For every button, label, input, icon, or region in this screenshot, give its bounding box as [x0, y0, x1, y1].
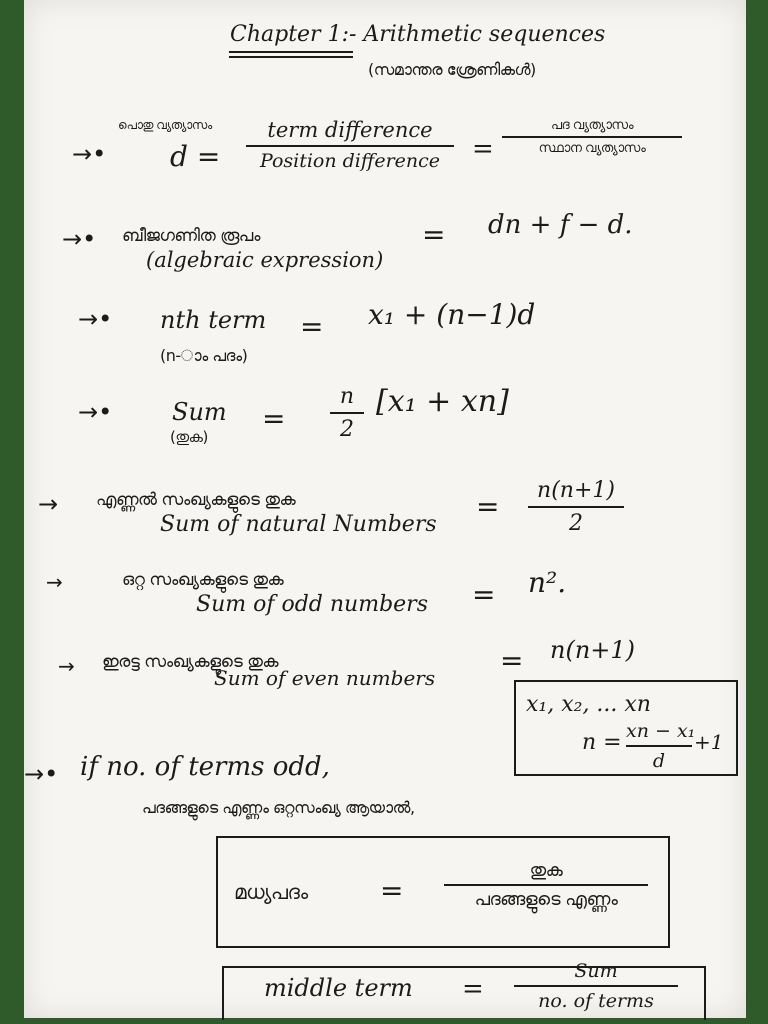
nth-term-label-ml: (n-ാം പദം) [160, 346, 248, 365]
natural-numerator: n(n+1) [537, 478, 615, 503]
title-underline [229, 51, 353, 53]
nth-term-eq: = [300, 310, 324, 343]
difference-lhs: d = [170, 140, 221, 173]
bullet-arrow-icon: →• [62, 225, 97, 253]
difference-eq: = [472, 134, 494, 164]
odd-terms-label-ml: പദങ്ങളുടെ എണ്ണം ഒറ്റസംഖ്യ ആയാൽ, [142, 798, 415, 817]
bullet-arrow-icon: → [46, 570, 63, 594]
terms-box-lhs: n = [582, 730, 622, 755]
natural-denominator: 2 [569, 511, 583, 536]
number-of-terms-box [514, 680, 738, 776]
middle-ml-lhs: മധ്യപദം [234, 880, 308, 904]
difference-denominator-ml: സ്ഥാന വ്യത്യാസം [538, 141, 646, 156]
odd-rhs: n². [528, 566, 567, 599]
difference-fraction [246, 118, 454, 172]
nth-term-label: nth term [160, 306, 267, 334]
odd-label-ml: ഒറ്റ സംഖ്യകളുടെ തുക [122, 570, 284, 590]
terms-box-fraction [626, 720, 696, 772]
difference-denominator: Position difference [259, 150, 441, 172]
middle-en-eq: = [462, 974, 484, 1004]
natural-label-ml: എണ്ണൽ സംഖ്യകളുടെ തുക [96, 490, 296, 510]
middle-en-denominator: no. of terms [538, 990, 654, 1012]
middle-en-numerator: Sum [574, 960, 618, 982]
common-difference-label-ml: പൊതു വ്യത്യാസം [118, 118, 212, 132]
even-eq: = [500, 644, 524, 677]
algebraic-label-en: (algebraic expression) [146, 248, 384, 272]
sum-rhs: [x₁ + xn] [376, 384, 509, 419]
terms-box-tail: +1 [694, 730, 724, 754]
sum-numerator: n [339, 384, 355, 409]
terms-box-denominator: d [652, 750, 666, 772]
odd-eq: = [472, 578, 496, 611]
middle-ml-numerator: തുക [529, 860, 563, 881]
bullet-arrow-icon: →• [72, 140, 107, 168]
chapter-subtitle: (സമാന്തര ശ്രേണികൾ) [368, 60, 536, 79]
middle-en-lhs: middle term [264, 974, 413, 1002]
algebraic-eq: = [422, 218, 446, 251]
bullet-arrow-icon: → [38, 490, 59, 518]
middle-term-ml-box [216, 836, 670, 948]
even-label-en: Sum of even numbers [214, 666, 436, 690]
difference-numerator-ml: പദ വ്യത്യാസം [550, 118, 634, 133]
middle-term-en-box [222, 960, 706, 1020]
algebraic-label-ml: ബീജഗണിത രൂപം [122, 226, 260, 246]
natural-eq: = [476, 490, 500, 523]
algebraic-rhs: dn + f − d. [488, 210, 633, 240]
sum-eq: = [262, 402, 286, 435]
difference-fraction-ml [502, 118, 682, 156]
sum-fraction [330, 384, 364, 442]
bullet-arrow-icon: →• [78, 305, 113, 333]
terms-box-sequence: x₁, x₂, ... xn [526, 692, 651, 717]
middle-ml-fraction [444, 860, 648, 910]
odd-label-en: Sum of odd numbers [196, 592, 428, 617]
even-label-ml: ഇരട്ട സംഖ്യകളുടെ തുക [102, 652, 279, 672]
natural-fraction [528, 478, 624, 536]
middle-ml-denominator: പദങ്ങളുടെ എണ്ണം [474, 889, 618, 910]
middle-ml-eq: = [380, 874, 404, 907]
bullet-arrow-icon: →• [24, 760, 59, 788]
sum-label-ml: (തുക) [170, 428, 208, 446]
notebook-page [24, 0, 746, 1018]
odd-terms-label: if no. of terms odd, [80, 752, 330, 782]
title-underline-2 [229, 56, 353, 58]
sum-label: Sum [172, 398, 227, 426]
difference-numerator: term difference [267, 118, 433, 142]
natural-label-en: Sum of natural Numbers [160, 512, 437, 537]
middle-en-fraction [514, 960, 678, 1012]
even-rhs: n(n+1) [550, 636, 636, 664]
sum-denominator: 2 [340, 417, 354, 442]
nth-term-rhs: x₁ + (n−1)d [368, 298, 536, 331]
bullet-arrow-icon: →• [78, 398, 113, 426]
chapter-title: Chapter 1:- Arithmetic sequences [230, 22, 606, 47]
terms-box-numerator: xn − x₁ [626, 720, 696, 742]
bullet-arrow-icon: → [58, 654, 75, 678]
